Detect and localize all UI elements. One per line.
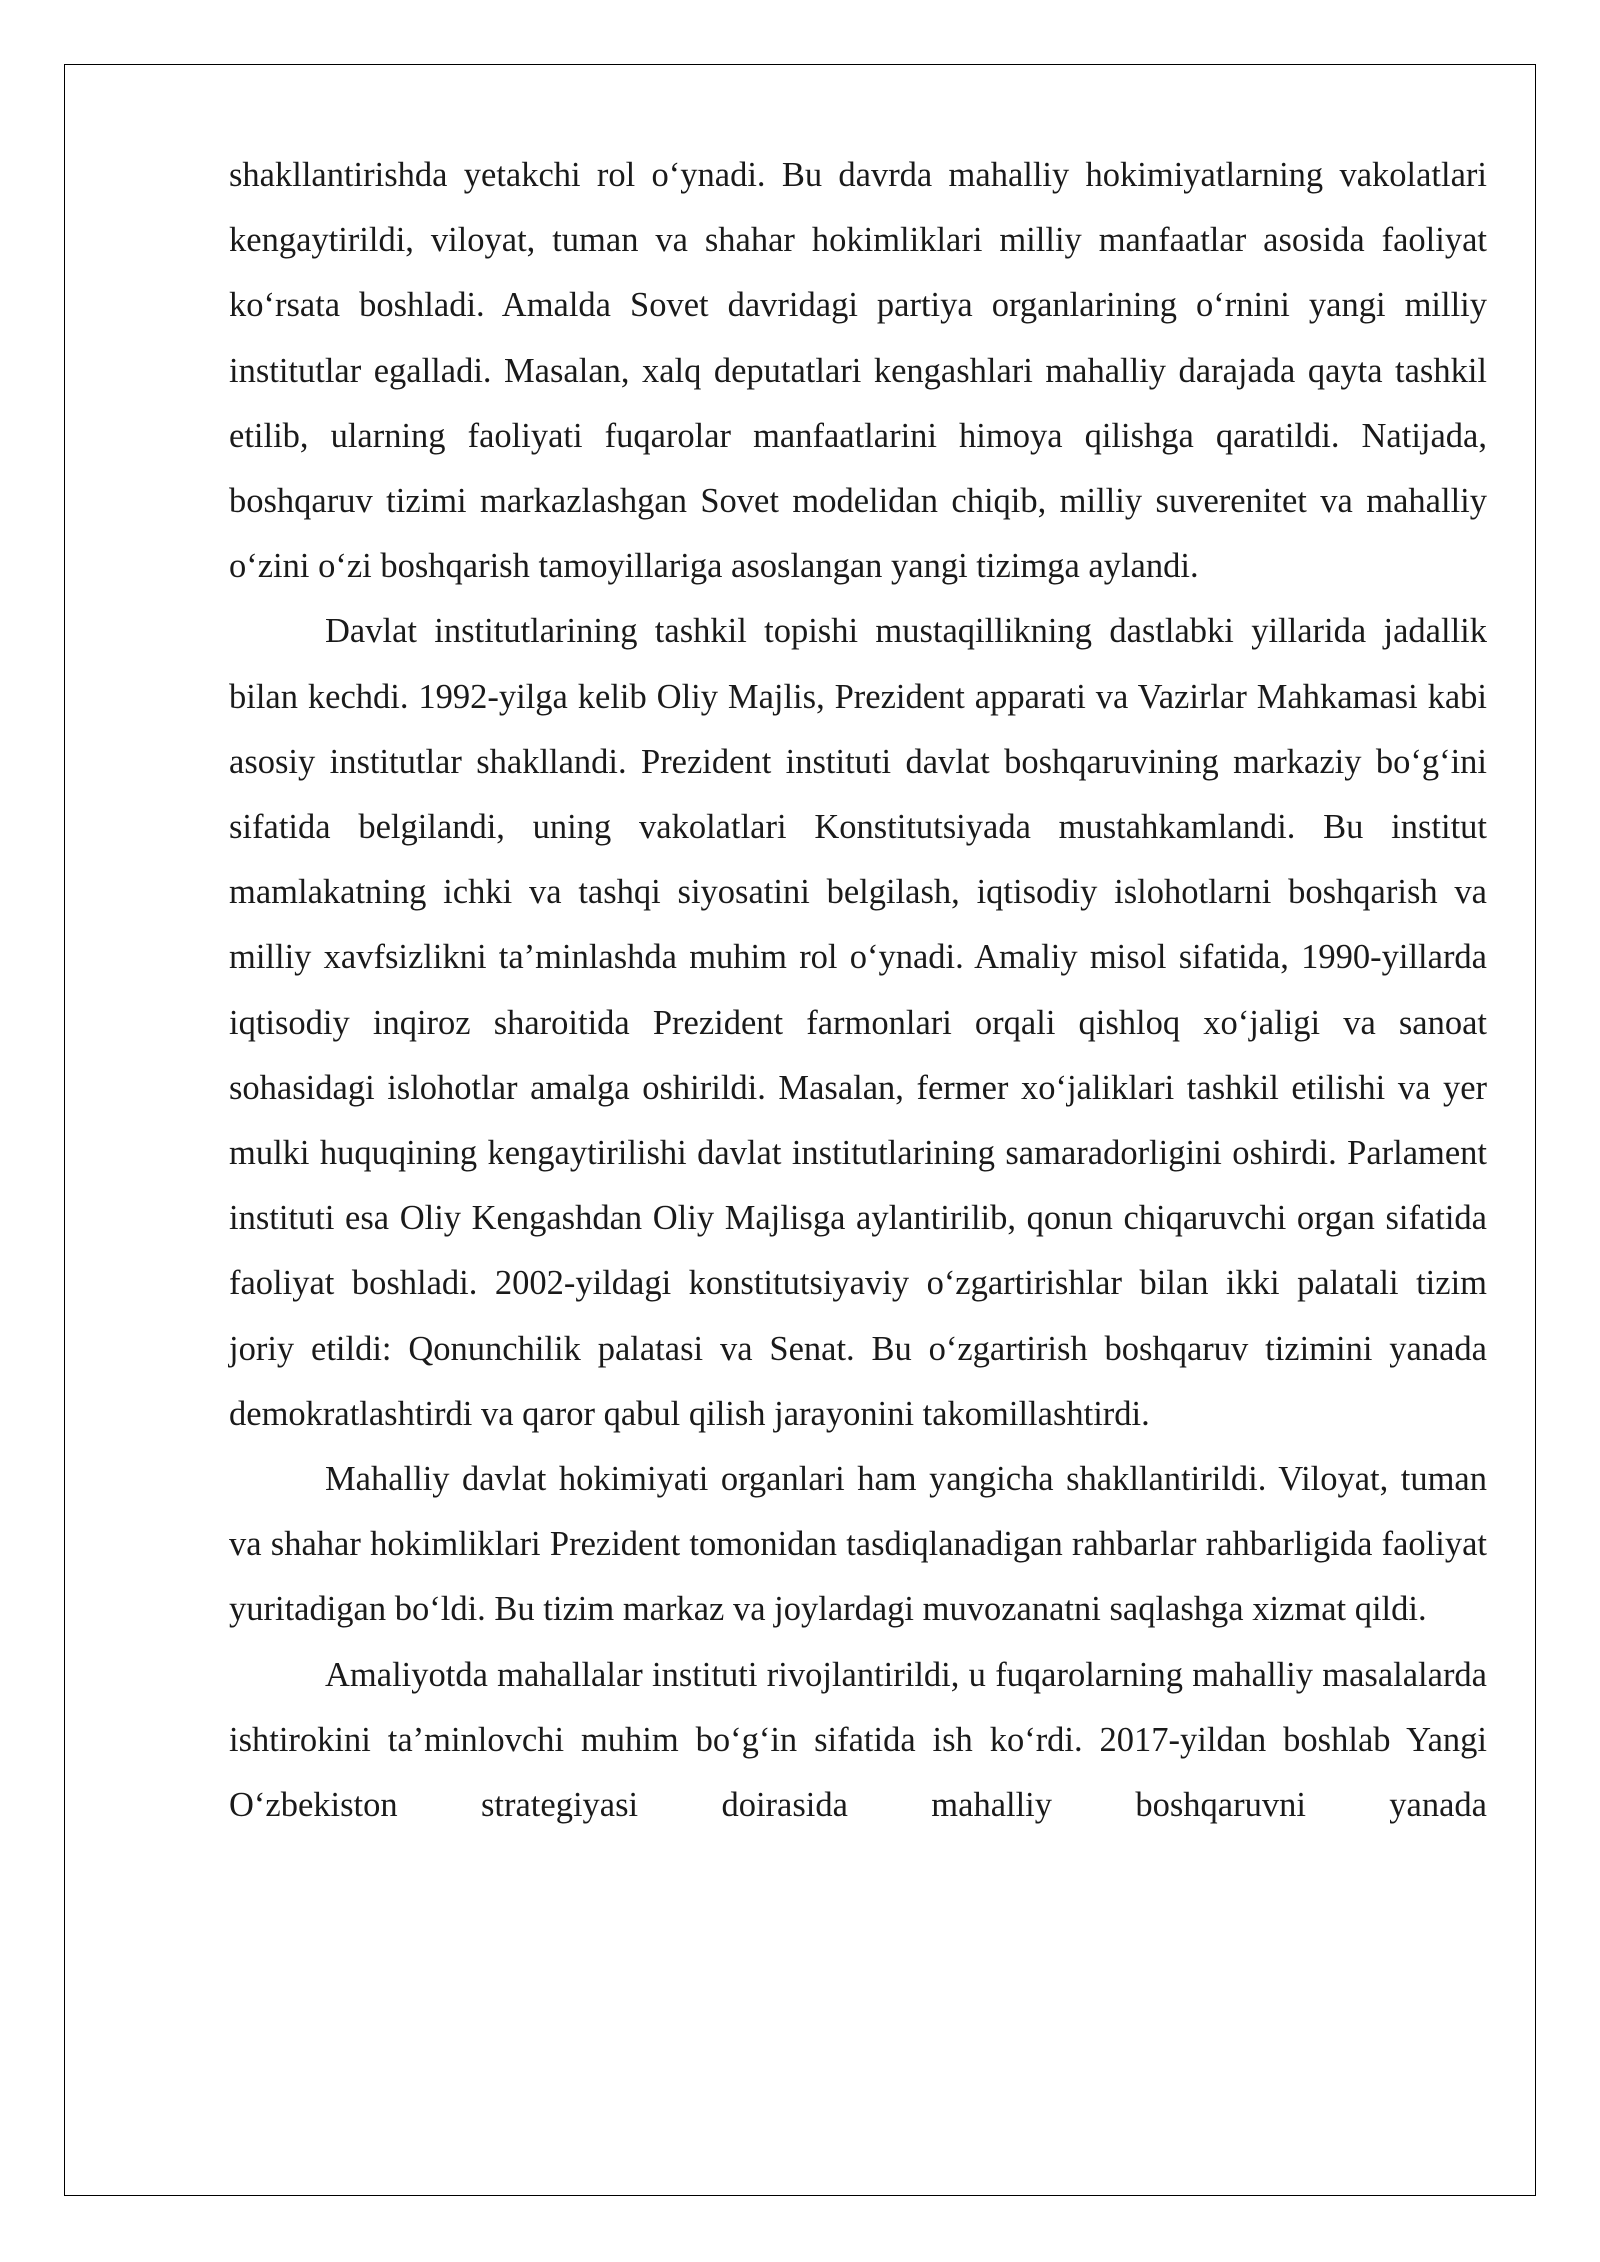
document-body xyxy=(229,143,1487,1838)
paragraph-2: Davlat institutlarining tashkil topishi mustaqillikning dastlabki yillarida jadallik bilan kechdi. 1992-yilga kelib Oliy Majlis, Prezident apparati va Vazirlar Mahkamasi kabi asosiy institutlar shakllandi. Prezident instituti davlat boshqaruvining markaziy bo‘g‘ini sifatida belgilandi, uning vakolatlari Konstitutsiyada mustahkamlandi. Bu institut mamlakatning ichki va tashqi siyosatini belgilash, iqtisodiy islohotlarni boshqarish va milliy xavfsizlikni ta’minlashda muhim rol o‘ynadi. Amaliy misol sifatida, 1990-yillarda iqtisodiy inqiroz sharoitida Prezident farmonlari orqali qishloq xo‘jaligi va sanoat sohasidagi islohotlar amalga oshirildi. Masalan, fermer xo‘jaliklari tashkil etilishi va yer mulki huquqining kengaytirilishi davlat institutlarining samaradorligini oshirdi. Parlament instituti esa Oliy Kengashdan Oliy Majlisga aylantirilib, qonun chiqaruvchi organ sifatida faoliyat boshladi. 2002-yildagi konstitutsiyaviy o‘zgartirishlar bilan ikki palatali tizim joriy etildi: Qonunchilik palatasi va Senat. Bu o‘zgartirish boshqaruv tizimini yanada demokratlashtirdi va qaror qabul qilish jarayonini takomillashtirdi. xyxy=(229,612,1487,1433)
paragraph-3: Mahalliy davlat hokimiyati organlari ham yangicha shakllantirildi. Viloyat, tuman va shahar hokimliklari Prezident tomonidan tasdiqlanadigan rahbarlar rahbarligida faoliyat yuritadigan bo‘ldi. Bu tizim markaz va joylardagi muvozanatni saqlashga xizmat qildi. xyxy=(229,1460,1487,1629)
paragraph-1: shakllantirishda yetakchi rol o‘ynadi. Bu davrda mahalliy hokimiyatlarning vakolatlari kengaytirildi, viloyat, tuman va shahar hokimliklari milliy manfaatlar asosida faoliyat ko‘rsata boshladi. Amalda Sovet davridagi partiya organlarining o‘rnini yangi milliy institutlar egalladi. Masalan, xalq deputatlari kengashlari mahalliy darajada qayta tashkil etilib, ularning faoliyati fuqarolar manfaatlarini himoya qilishga qaratildi. Natijada, boshqaruv tizimi markazlashgan Sovet modelidan chiqib, milliy suverenitet va mahalliy o‘zini o‘zi boshqarish tamoyillariga asoslangan yangi tizimga aylandi. xyxy=(229,156,1487,586)
paragraph-4: Amaliyotda mahallalar instituti rivojlantirildi, u fuqarolarning mahalliy masalalarda ishtirokini ta’minlovchi muhim bo‘g‘in sifatida ish ko‘rdi. 2017-yildan boshlab Yangi O‘zbekiston strategiyasi doirasida mahalliy boshqaruvni yanada xyxy=(229,1655,1487,1825)
